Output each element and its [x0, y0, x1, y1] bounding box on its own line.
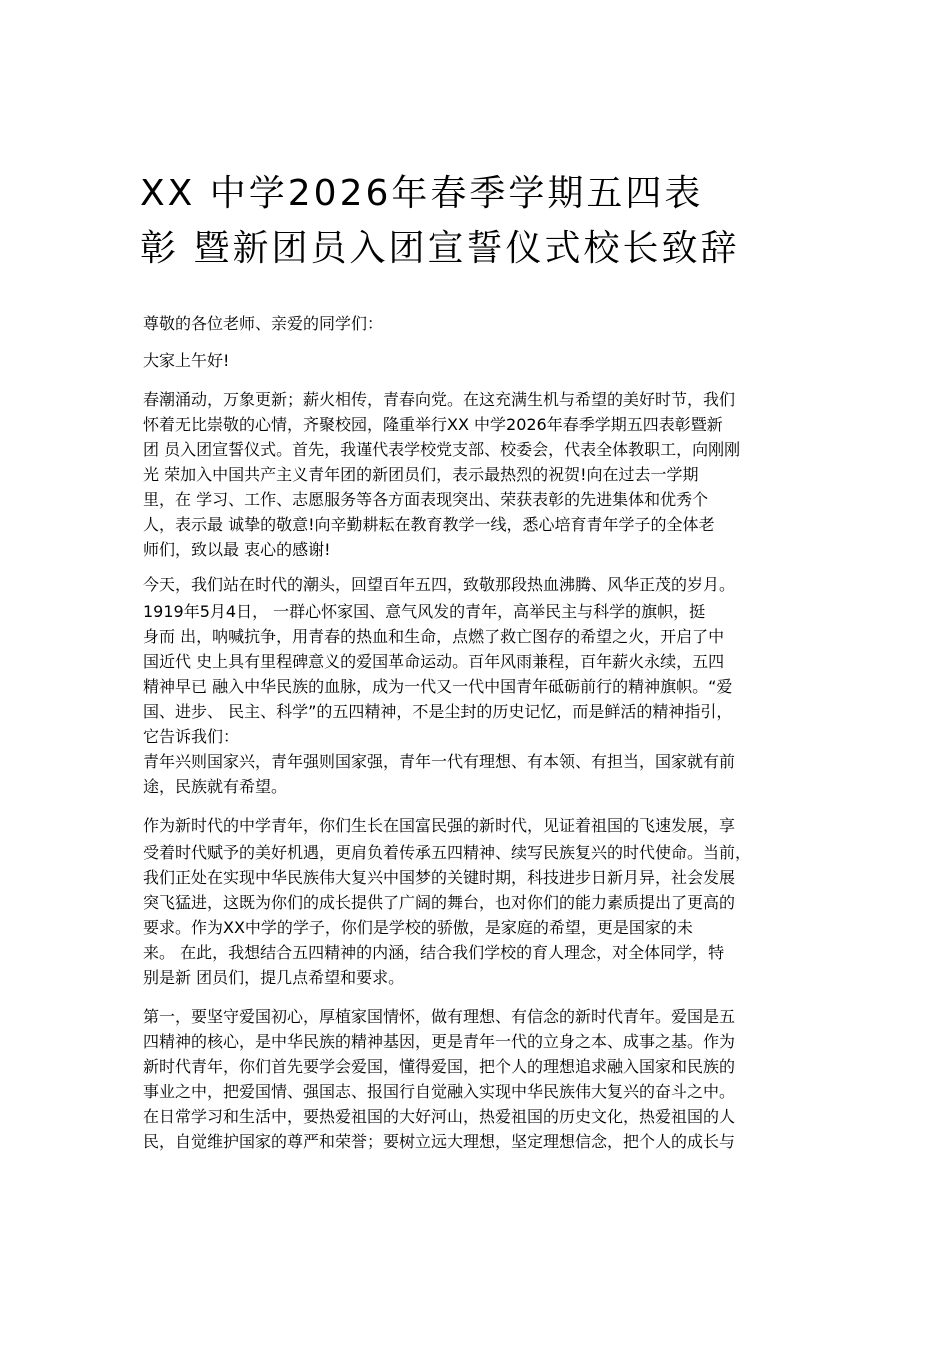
paragraph-today — [143, 572, 813, 597]
paragraph-line: 在日常学习和生活中，要热爱祖国的大好河山，热爱祖国的历史文化，热爱祖国的人 — [143, 1107, 736, 1126]
paragraph-line: 新时代青年，你们首先要学会爱国，懂得爱国，把个人的理想追求融入国家和民族的 — [143, 1057, 736, 1076]
document-body — [143, 311, 813, 1154]
paragraph-mission — [143, 840, 813, 990]
paragraph-line: 团 员入团宣誓仪式。首先，我谨代表学校党支部、校委会，代表全体教职工，向刚刚 — [143, 440, 741, 459]
paragraph-line: 青年兴则国家兴，青年强则国家强，青年一代有理想、有本领、有担当，国家就有前 — [143, 752, 736, 771]
paragraph-may-fourth — [143, 599, 813, 749]
paragraph-line: 春潮涌动，万象更新；薪火相传，青春向党。在这充满生机与希望的美好时节，我们 — [143, 390, 736, 409]
paragraph-line: 国、进步、 民主、科学”的五四精神，不是尘封的历史记忆，而是鲜活的精神指引， — [143, 702, 733, 721]
paragraph-new-era — [143, 813, 813, 838]
paragraph-line: 第一，要坚守爱国初心，厚植家国情怀，做有理想、有信念的新时代青年。爱国是五 — [143, 1007, 736, 1026]
paragraph-line: 精神早已 融入中华民族的血脉，成为一代又一代中国青年砥砺前行的精神旗帜。“爱 — [143, 677, 733, 696]
paragraph-line: 1919年5月4日， 一群心怀家国、意气风发的青年，高举民主与科学的旗帜，挺 — [143, 602, 706, 621]
paragraph-line: 途，民族就有希望。 — [143, 777, 288, 796]
paragraph-line: 我们正处在实现中华民族伟大复兴中国梦的关键时期，科技进步日新月异，社会发展 — [143, 868, 736, 887]
paragraph-line: 师们，致以最 衷心的感谢! — [143, 540, 331, 559]
document-title — [140, 166, 840, 276]
salutation: 尊敬的各位老师、亲爱的同学们： — [143, 314, 384, 333]
paragraph-first-point — [143, 1004, 813, 1154]
title-line: 彰 暨新团员入团宣誓仪式校长致辞 — [140, 228, 740, 269]
paragraph-line: 别是新 团员们，提几点希望和要求。 — [143, 968, 405, 987]
paragraph-line: 事业之中，把爱国情、强国志、报国行自觉融入实现中华民族伟大复兴的奋斗之中。 — [143, 1082, 736, 1101]
paragraph-line: 身而 出，呐喊抗争，用青春的热血和生命，点燃了救亡图存的希望之火，开启了中 — [143, 627, 725, 646]
paragraph-line: 突飞猛进，这既为你们的成长提供了广阔的舞台，也对你们的能力素质提出了更高的 — [143, 893, 736, 912]
paragraph-line: 光 荣加入中国共产主义青年团的新团员们，表示最热烈的祝贺!向在过去一学期 — [143, 465, 699, 484]
paragraph-line: 它告诉我们： — [143, 727, 240, 746]
paragraph-opening — [143, 387, 813, 562]
paragraph-line: 今天，我们站在时代的潮头，回望百年五四，致敬那段热血沸腾、风华正茂的岁月。 — [143, 575, 736, 594]
paragraph-line: 作为新时代的中学青年，你们生长在国富民强的新时代，见证着祖国的飞速发展，享 — [143, 816, 736, 835]
paragraph-line: 四精神的核心，是中华民族的精神基因，更是青年一代的立身之本、成事之基。作为 — [143, 1032, 736, 1051]
paragraph-line: 国近代 史上具有里程碑意义的爱国革命运动。百年风雨兼程，百年薪火永续，五四 — [143, 652, 725, 671]
paragraph-line: 来。 在此，我想结合五四精神的内涵，结合我们学校的育人理念，对全体同学，特 — [143, 943, 725, 962]
paragraph-line: 民，自觉维护国家的尊严和荣誉；要树立远大理想，坚定理想信念，把个人的成长与 — [143, 1132, 736, 1151]
paragraph-line: 人，表示最 诚挚的敬意!向辛勤耕耘在教育教学一线，悉心培育青年学子的全体老 — [143, 515, 715, 534]
paragraph-line: 要求。作为XX中学的学子，你们是学校的骄傲，是家庭的希望，更是国家的未 — [143, 918, 693, 937]
paragraph-line: 里，在 学习、工作、志愿服务等各方面表现突出、荣获表彰的先进集体和优秀个 — [143, 490, 709, 509]
title-line: XX 中学2026年春季学期五四表 — [140, 173, 704, 214]
paragraph-youth — [143, 749, 813, 799]
paragraph-line: 怀着无比崇敬的心情，齐聚校园，隆重举行XX 中学2026年春季学期五四表彰暨新 — [143, 415, 723, 434]
paragraph-line: 受着时代赋予的美好机遇，更肩负着传承五四精神、续写民族复兴的时代使命。当前， — [143, 843, 752, 862]
greeting: 大家上午好! — [143, 351, 230, 370]
